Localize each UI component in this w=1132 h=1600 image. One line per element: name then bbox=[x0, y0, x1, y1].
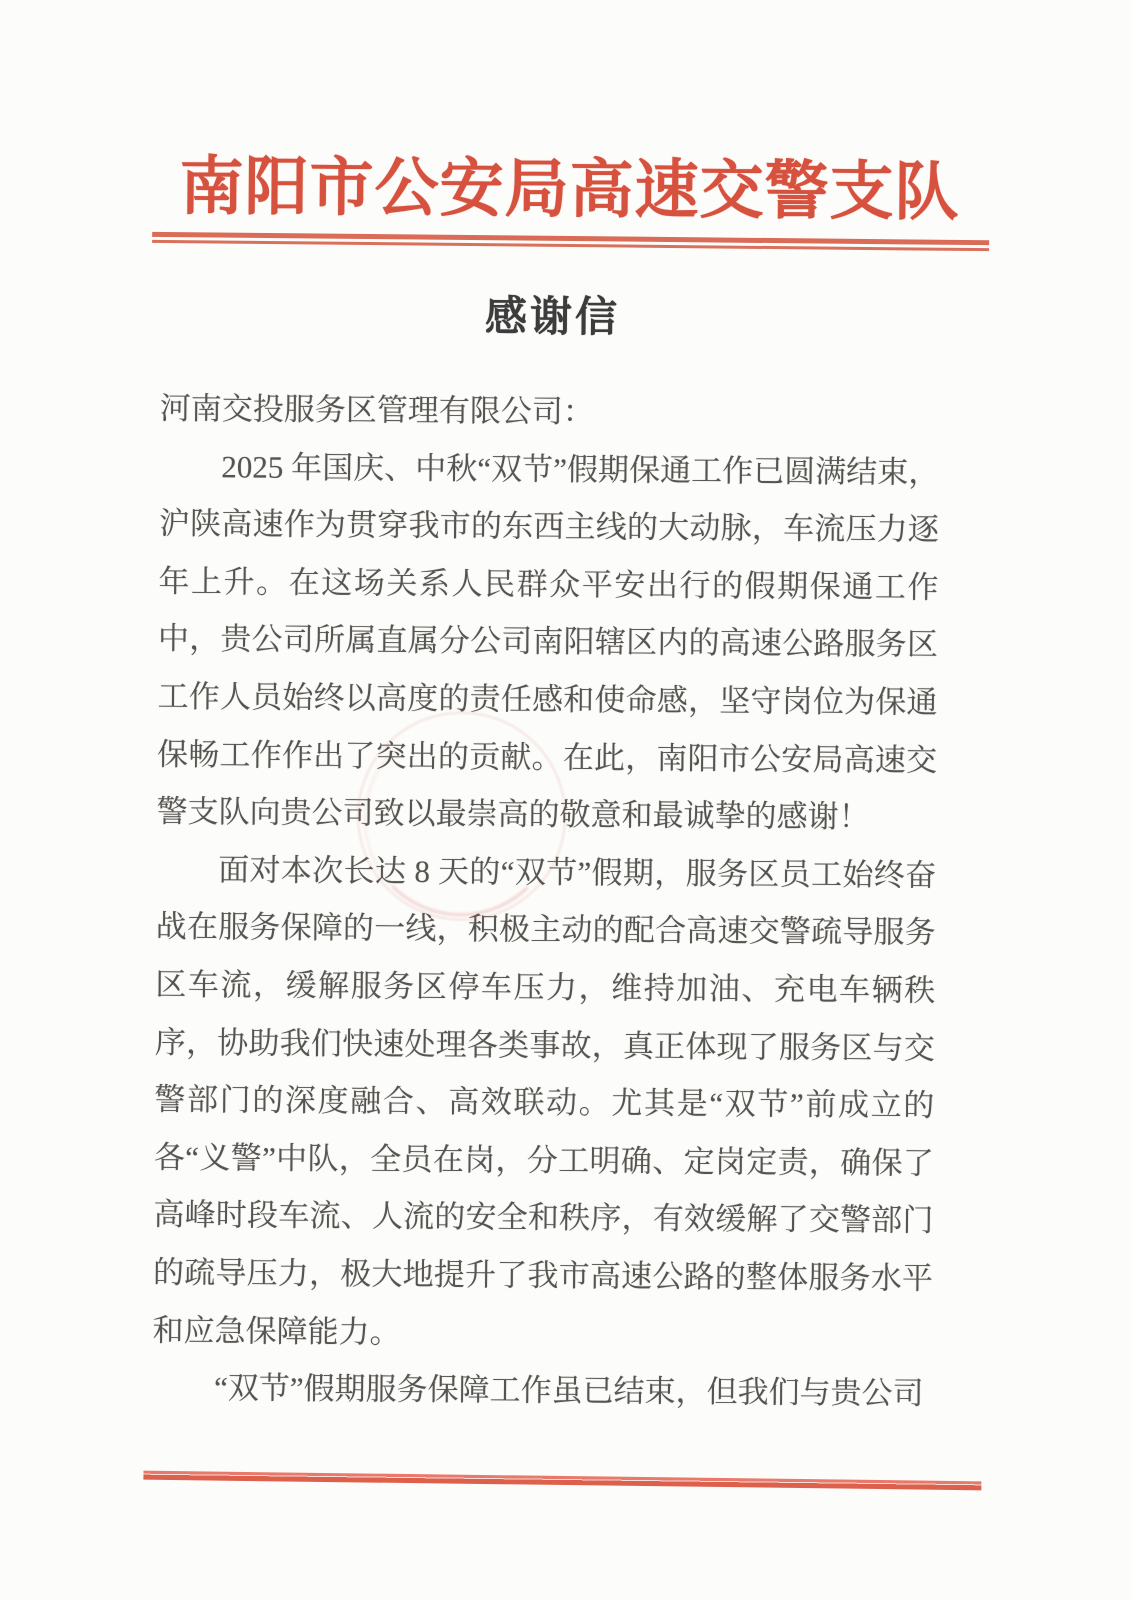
salutation: 河南交投服务区管理有限公司： bbox=[159, 390, 594, 430]
letter-body bbox=[152, 380, 940, 1423]
paragraph-2: 面对本次长达 8 天的“双节”假期，服务区员工始终奋战在服务保障的一线，积极主动的配合高速交警疏导服务区车流，缓解服务区停车压力，维持加油、充电车辆秩序，协助我们快速处理各类事故，真正体现了服务区与交警部门的深度融合、高效联动。尤其是“双节”前成立的各“义警”中队，全员在岗，分工明确、定岗定责，确保了高峰时段车流、人流的安全和秩序，有效缓解了交警部门的疏导压力，极大地提升了我市高速公路的整体服务水平和应急保障能力。 bbox=[152, 852, 937, 1350]
paragraph-3: “双节”假期服务保障工作虽已结束，但我们与贵公司 bbox=[213, 1370, 924, 1411]
seal-ghost-watermark bbox=[356, 710, 568, 922]
letterhead-double-rule bbox=[152, 232, 989, 251]
footer-rule bbox=[143, 1471, 981, 1491]
letterhead-title: 南阳市公安局高速交警支队 bbox=[179, 150, 960, 229]
letter-title: 感谢信 bbox=[484, 292, 621, 341]
paragraph-1: 2025 年国庆、中秋“双节”假期保通工作已圆满结束，沪陕高速作为贯穿我市的东西主线的大动脉，车流压力逐年上升。在这场关系人民群众平安出行的假期保通工作中，贵公司所属直属分公司南阳辖区内的高速公路服务区工作人员始终以高度的责任感和使命感，坚守岗位为保通保畅工作作出了突出的贡献。在此，南阳市公安局高速交警支队向贵公司致以最崇高的敬意和最诚挚的感谢！ bbox=[156, 448, 940, 835]
